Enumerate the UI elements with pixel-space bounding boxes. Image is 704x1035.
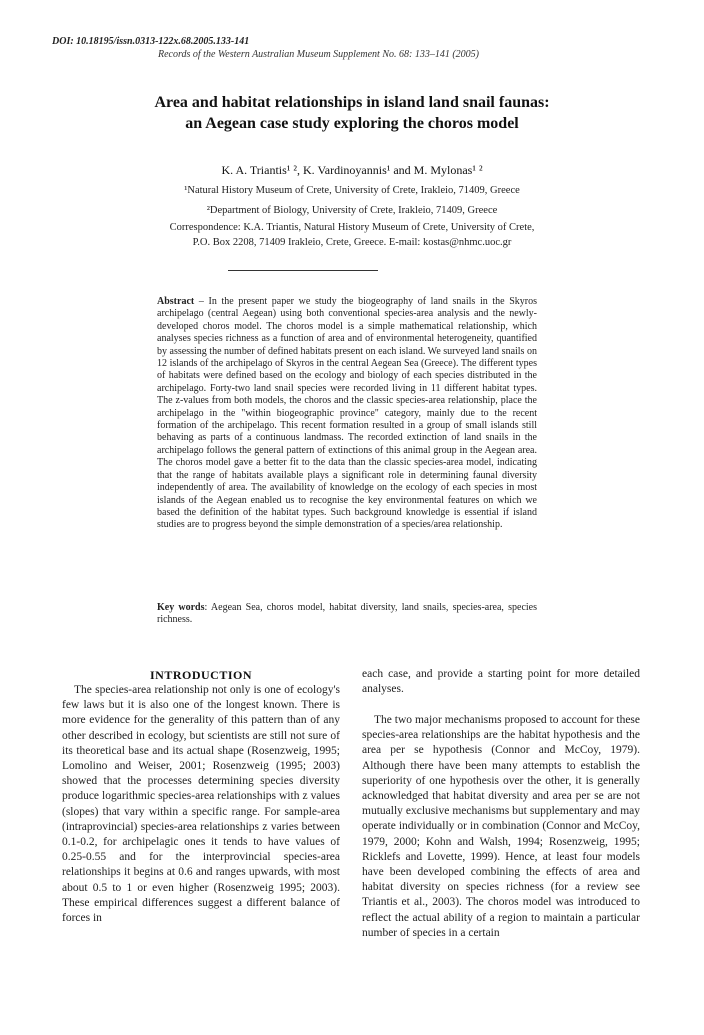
keywords-text: : Aegean Sea, choros model, habitat diversity, land snails, species-area, species richness. — [157, 602, 537, 626]
paper-title — [70, 92, 634, 134]
abstract-label: Abstract — [157, 296, 195, 307]
keywords-label: Key words — [157, 602, 205, 613]
abstract-text: – In the present paper we study the biogeography of land snails in the Skyros archipelago (central Aegean) using both conventional species-area analysis and the newly-developed choros model. The choros model is a simple mathematical relationship, which analyses species richness as a function of area and of environmental heterogeneity, quantified by assessing the number of defined habitats present on each island. We surveyed land snails on 12 islands of the archipelago of Skyros in the central Aegean Sea (Greece). The different types of habitats were defined based on the ecology and biology of each species distributed in the archipelago. Forty-two land snail species were recorded living in 11 different habitat types. The z-values from both models, the choros and the classic species-area relationship, place the archipelago in the "within biogeographic province" category, mainly due to the recent formation of the archipelago. This recent formation resulted in a group of small islands still behaving as parts of a continuous landmass. The recorded extinction of land snails in the archipelago follows the general pattern of extinctions of this animal group in the Aegean area. The choros model gave a better fit to the data than the classic species-area model, indicating that the range of habitats available plays a significant role in determining faunal diversity independently of area. The availability of knowledge on the ecology of each species in most islands of the Aegean enabled us to recognise the key environmental features on which we based the definition of the habitat types. Such background knowledge is essential if island studies are to progress beyond the simple demonstration of a species/area relationship. — [157, 296, 537, 531]
title-line-1: Area and habitat relationships in island land snail faunas: — [154, 94, 550, 111]
affiliation-2: ²Department of Biology, University of Crete, Irakleio, 71409, Greece — [206, 205, 498, 216]
title-line-2: an Aegean case study exploring the choros model — [185, 115, 519, 132]
correspondence-line-1: Correspondence: K.A. Triantis, Natural History Museum of Crete, University of Crete, — [169, 222, 535, 233]
authors: K. A. Triantis¹ ², K. Vardinoyannis¹ and M. Mylonas¹ ² — [221, 163, 483, 177]
correspondence-line-2: P.O. Box 2208, 71409 Irakleio, Crete, Greece. E-mail: kostas@nhmc.uoc.gr — [192, 237, 512, 248]
keywords — [157, 602, 537, 627]
affiliation-1: ¹Natural History Museum of Crete, University of Crete, Irakleio, 71409, Greece — [184, 185, 520, 196]
abstract — [157, 296, 537, 532]
introduction-right-column-paragraph: The two major mechanisms proposed to account for these species-area relationships are the habitat hypothesis and the area per se hypothesis (Connor and McCoy, 1979). Although there have been many attempts to establish the superiority of one hypothesis over the other, it is generally acknowledged that habitat diversity and area per se are not mutually exclusive mechanisms but supplementary and may operate individually or in combination (Connor and McCoy, 1979, 2000; Kohn and Walsh, 1994; Rosenzweig, 1995; Ricklefs and Lovette, 1999). Hence, at least four models have been developed combining the effects of area and habitat diversity on species richness (for a review see Triantis et al., 2003). The choros model was introduced to reflect the actual ability of a region to maintain a particular number of species in a certain — [362, 714, 640, 939]
journal-reference: Records of the Western Australian Museum Supplement No. 68: 133–141 (2005) — [158, 49, 479, 60]
doi[interactable]: DOI: 10.18195/issn.0313-122x.68.2005.133-141 — [52, 36, 250, 47]
introduction-left-column: The species-area relationship not only is one of ecology's few laws but it is also one of the longest known. There is more evidence for the generality of this pattern than of any other described in ecology, but scientists are still not sure of its theoretical base and its actual shape (Rosenzweig, 1995; Lomolino and Weiser, 2001; Rosenzweig (1995; 2003) showed that the processes determining species diversity produce logarithmic species-area relationships with z values (slopes) that vary within a specific range. For sample-area (intraprovincial) species-area relationships z varies between 0.1-0.2, for archipelagic ones it tends to have values of 0.25-0.55 and for the interprovincial species-area relationships it begins at 0.6 and ranges upwards, with most about 0.5 to 1 or even higher (Rosenzweig 1995; 2003). These empirical differences suggest a different balance of forces in — [62, 684, 340, 925]
divider — [228, 270, 378, 271]
introduction-right-column-continuation: each case, and provide a starting point for more detailed analyses. — [362, 668, 640, 696]
section-heading-introduction: INTRODUCTION — [149, 668, 252, 682]
